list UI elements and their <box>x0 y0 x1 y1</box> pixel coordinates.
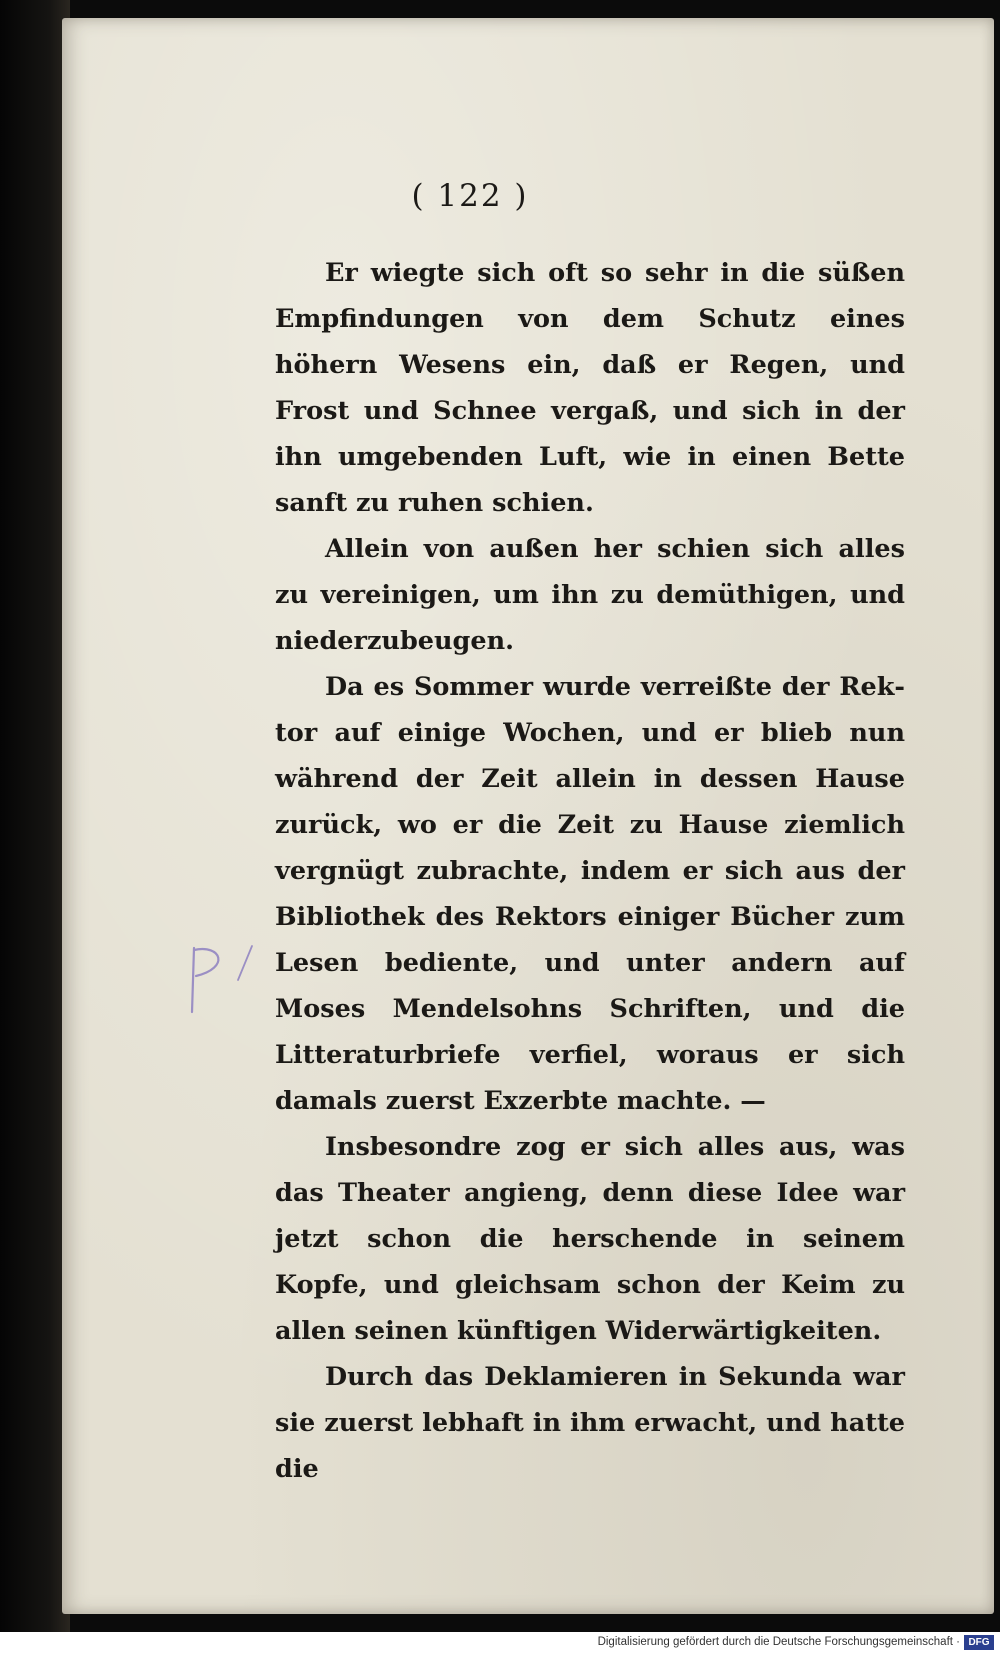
paragraph-3: Da es Sommer wurde verreißte der Rektor auf einige Wochen, und er blieb nun während der Zeit allein in dessen Hause zurück, wo er die Zeit zu Hause ziemlich vergnügt zubrachte, indem er sich aus der Bibliothek des Rektors einiger Bücher zum Lesen bediente, und unter andern auf Moses Mendelsohns Schriften, und die Litteraturbriefe verfiel, woraus er sich damals zuerst Exzerbte machte. — <box>275 672 905 1116</box>
page-number: ( 122 ) <box>411 178 529 214</box>
funding-credit: Digitalisierung gefördert durch die Deutsche Forschungsgemeinschaft · <box>597 1636 960 1648</box>
pencil-mark-icon <box>182 940 282 1030</box>
paragraph-4: Insbesondre zog er sich alles aus, was das Theater angieng, denn diese Idee war jetzt schon die herschende in seinem Kopfe, und gleichsam schon der Keim zu allen seinen künftigen Widerwärtigkeiten. <box>275 1132 905 1346</box>
paragraph-2: Allein von außen her schien sich alles zu vereinigen, um ihn zu demüthigen, und niederzubeugen. <box>275 534 905 656</box>
dfg-logo: DFG <box>964 1635 994 1650</box>
scan-edge <box>0 0 70 1654</box>
body-text <box>275 250 905 1492</box>
paragraph-5: Durch das Deklamieren in Sekunda war sie zuerst lebhaft in ihm erwacht, und hatte die <box>275 1362 905 1484</box>
paragraph-1: Er wiegte sich oft so sehr in die süßen Empfindungen von dem Schutz eines höhern Wesens ein, daß er Regen, und Frost und Schnee vergaß, und sich in der ihn umgebenden Luft, wie in einen Bette sanft zu ruhen schien. <box>275 258 905 518</box>
